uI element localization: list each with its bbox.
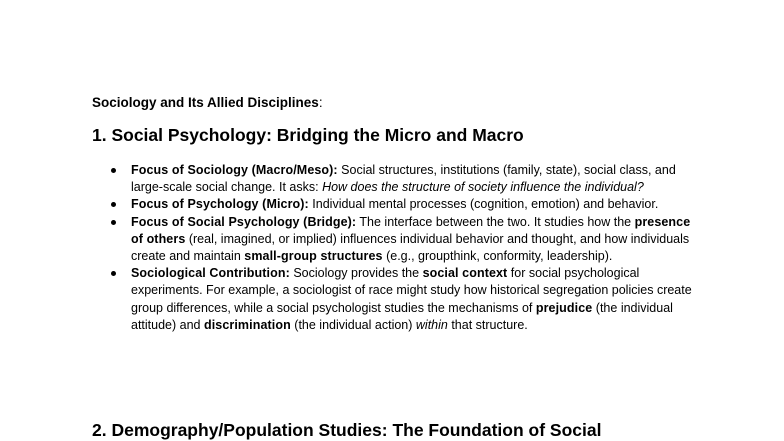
document-title [92, 94, 323, 111]
section-heading-social-psychology: 1. Social Psychology: Bridging the Micro and Macro [92, 125, 524, 145]
bullet-bold-term: small-group structures [244, 249, 383, 264]
bullet-label: Focus of Social Psychology (Bridge): [131, 214, 357, 229]
bullet-focus-of-social-psychology [92, 214, 702, 266]
bullet-text: (e.g., groupthink, conformity, leadership). [382, 249, 613, 264]
bullet-dot-icon [111, 220, 116, 225]
bullet-bold-term: discrimination [203, 317, 291, 332]
bullet-dot-icon [111, 271, 116, 276]
section-heading-demography: 2. Demography/Population Studies: The Foundation of Social [92, 420, 602, 440]
bullet-bold-term: prejudice [535, 300, 593, 315]
bullet-bold-term: social context [422, 266, 508, 281]
bullet-italic-text: How does the structure of society influence the individual? [322, 180, 644, 195]
bullet-text: Individual mental processes (cognition, emotion) and behavior. [308, 197, 659, 212]
bullet-focus-of-sociology [92, 162, 702, 196]
bullet-bold-term: presence of others [131, 214, 691, 246]
bullet-dot-icon [111, 168, 116, 173]
bullet-text: that structure. [447, 317, 528, 332]
document-title-suffix: : [318, 95, 323, 110]
bullet-text: The interface between the two. It studies how the [356, 214, 635, 229]
bullet-label: Focus of Psychology (Micro): [131, 197, 309, 212]
bullet-text: (real, imagined, or implied) influences individual behavior and thought, and how individuals create and maintain [131, 231, 690, 264]
bullet-dot-icon [111, 202, 116, 207]
social-psychology-bullet-list [92, 162, 702, 334]
bullet-sociological-contribution [92, 265, 702, 334]
bullet-label: Sociological Contribution: [131, 266, 290, 281]
bullet-text: for social psychological experiments. For example, a sociologist of race might study how historical segregation policies create group differences, while a social psychologist studies the mechanisms of [131, 266, 692, 315]
bullet-label: Focus of Sociology (Macro/Meso): [131, 163, 338, 177]
document-title-bold: Sociology and Its Allied Disciplines [92, 95, 319, 110]
bullet-text: Social structures, institutions (family, state), social class, and large-scale social change. It asks: [131, 163, 676, 195]
bullet-text: (the individual attitude) and [131, 300, 673, 332]
bullet-text: Sociology provides the [289, 266, 423, 281]
bullet-focus-of-psychology [92, 196, 702, 213]
bullet-italic-text: within [415, 317, 448, 332]
bullet-text: (the individual action) [290, 317, 416, 332]
